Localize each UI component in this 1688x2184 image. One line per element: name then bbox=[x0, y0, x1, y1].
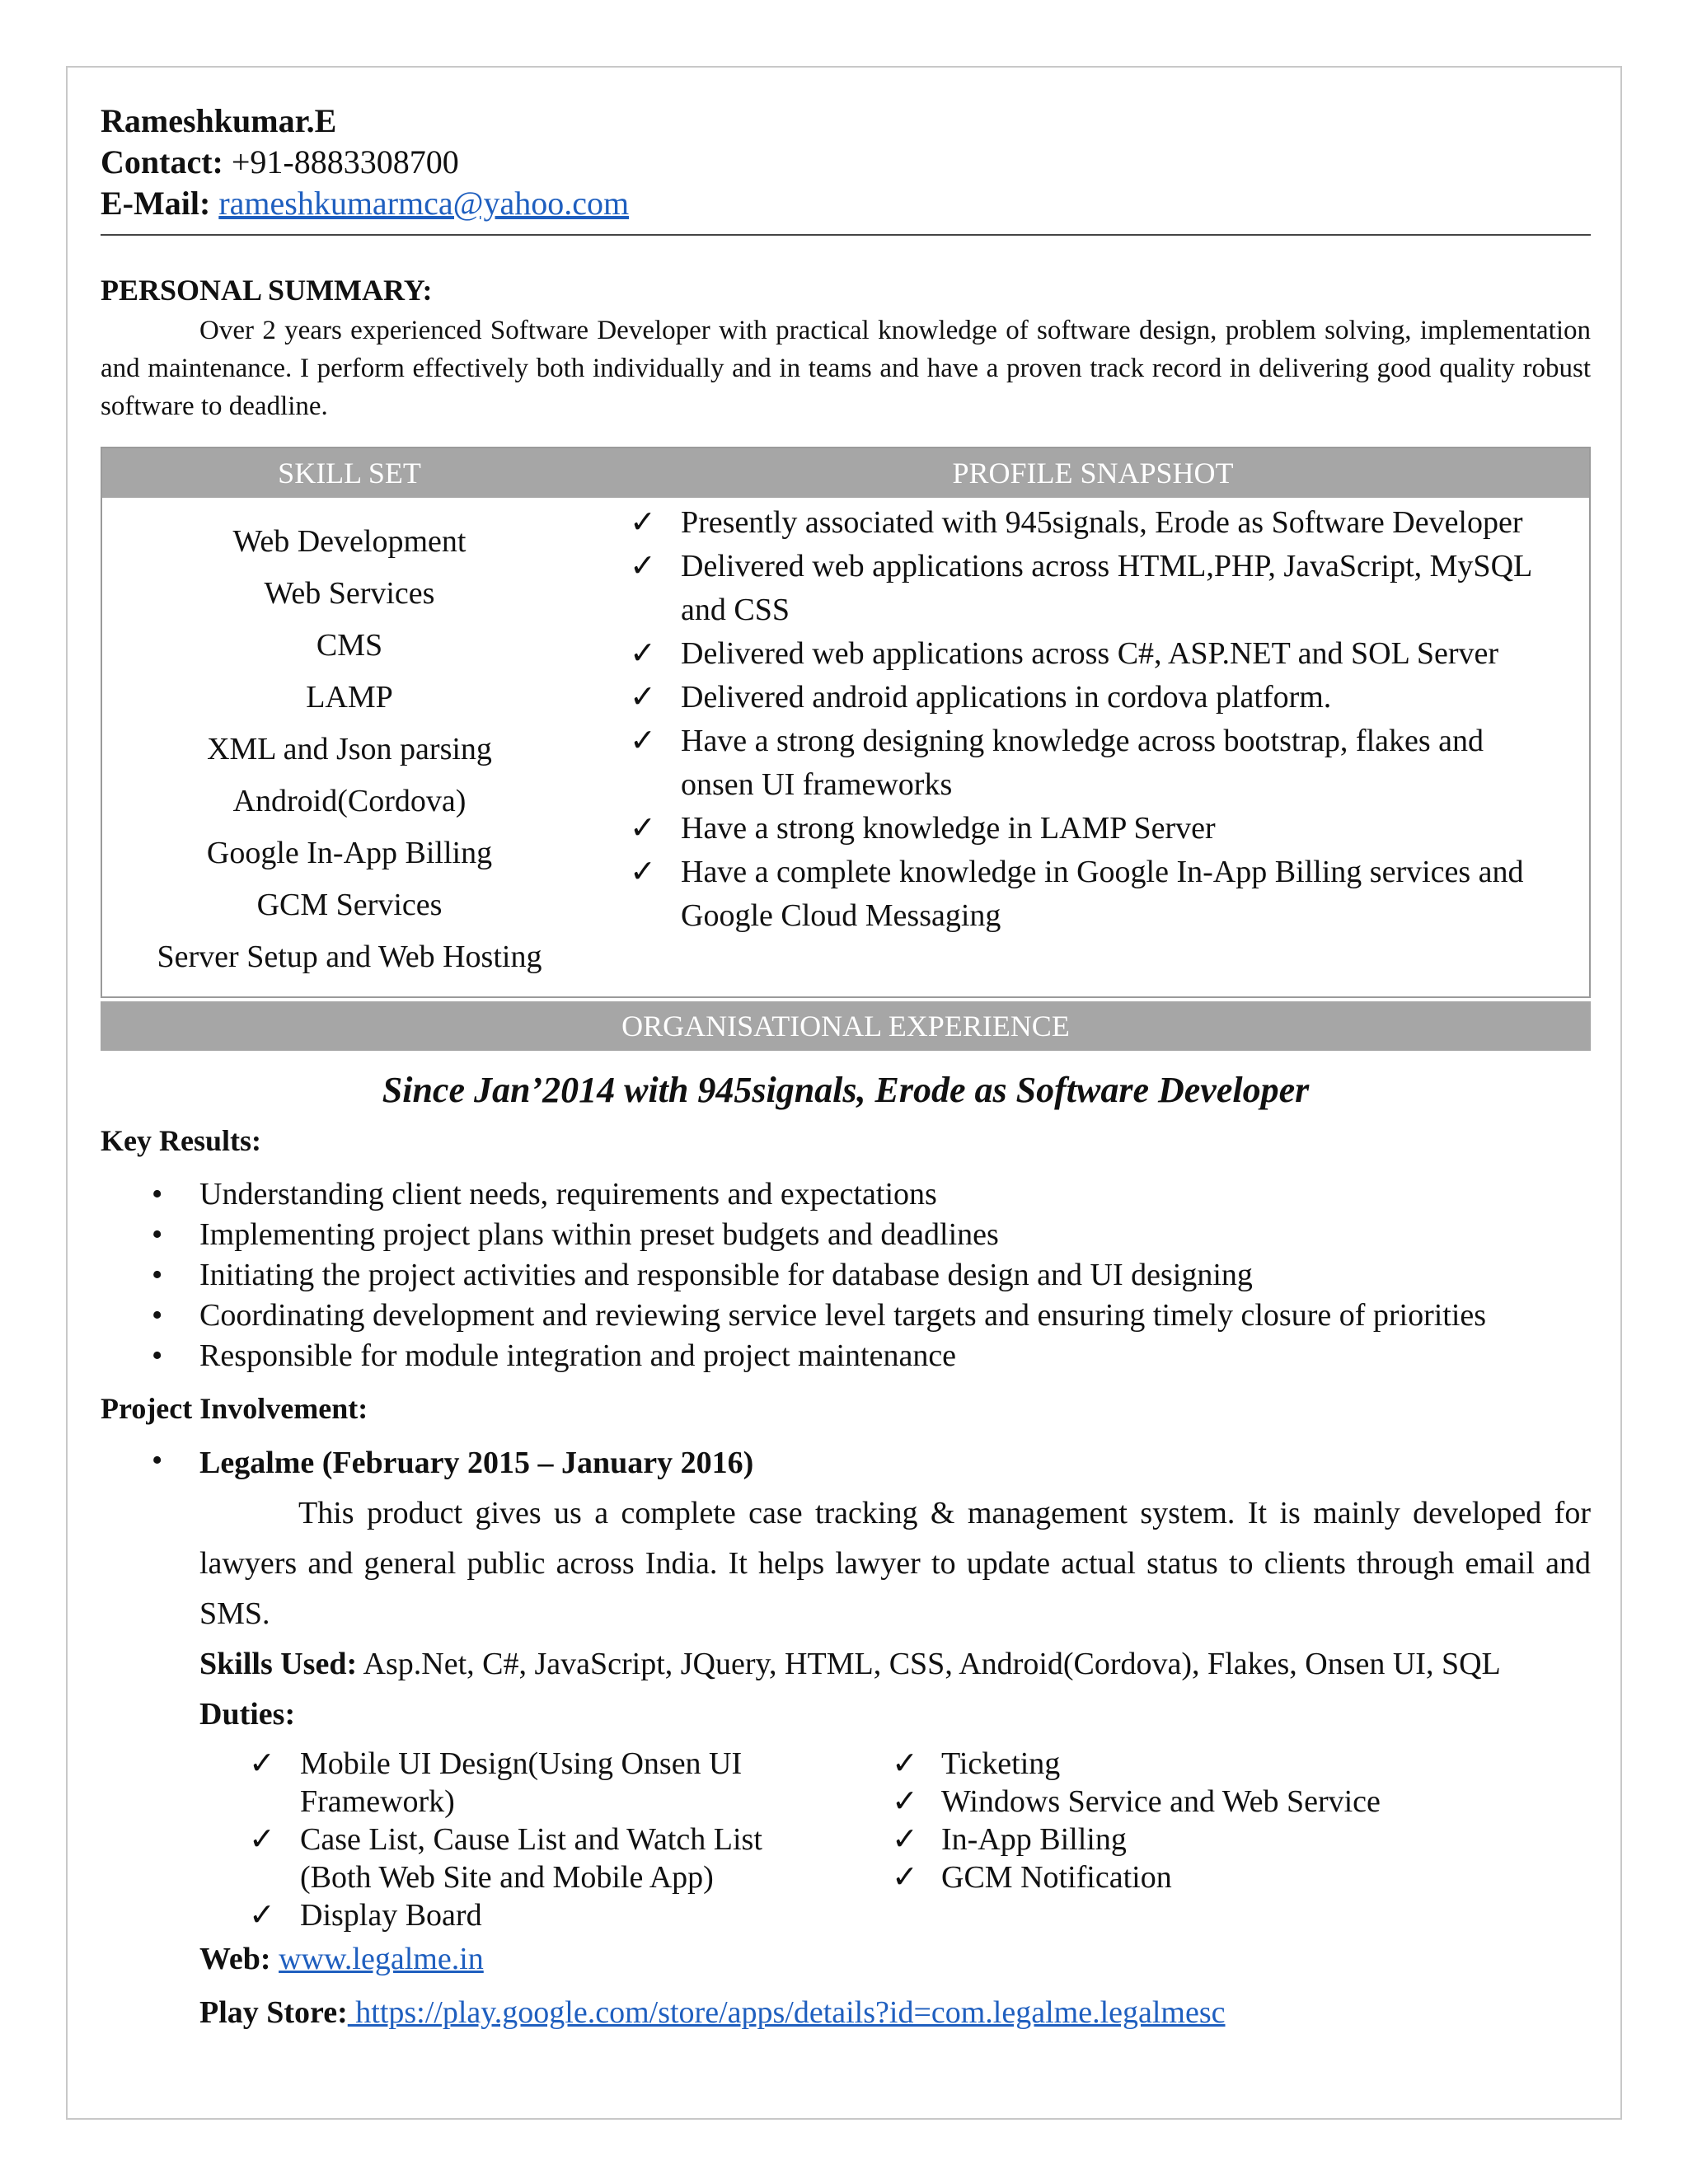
summary-text: Over 2 years experienced Software Developer with practical knowledge of software design, problem solving, implementation and maintenance. I perform effectively both individually and in teams and have a proven track record in delivering good quality robust software to deadline. bbox=[101, 316, 1591, 421]
skill-item: CMS bbox=[316, 628, 383, 663]
skill-item: Android(Cordova) bbox=[232, 784, 467, 818]
skill-item: GCM Services bbox=[256, 888, 443, 922]
checkmark-icon: ✓ bbox=[630, 724, 656, 758]
list-item: • Understanding client needs, requirements and expectations bbox=[101, 1174, 1591, 1215]
profile-list bbox=[597, 501, 1589, 983]
email-line bbox=[101, 183, 1591, 224]
candidate-name: Rameshkumar.E bbox=[101, 102, 337, 139]
bullet-icon: • bbox=[152, 1443, 163, 1478]
duty-item: ✓ Ticketing bbox=[892, 1746, 1061, 1781]
profile-item: ✓ Delivered web applications across C#, ASP.NET and SOL Server bbox=[630, 632, 1564, 676]
profile-item: ✓ Have a complete knowledge in Google In-App Billing services and Google Cloud Messaging bbox=[630, 851, 1564, 938]
play-store-line bbox=[199, 1988, 1591, 2038]
skills-used-line bbox=[199, 1639, 1591, 1690]
list-item: • Responsible for module integration and project maintenance bbox=[101, 1336, 1591, 1376]
bullet-icon: • bbox=[152, 1298, 163, 1333]
duties-right-column bbox=[892, 1745, 1591, 1934]
resume-page bbox=[66, 66, 1622, 2120]
project-involvement-title: Project Involvement: bbox=[101, 1392, 368, 1425]
skill-item: Google In-App Billing bbox=[206, 836, 493, 870]
contact-label: Contact: bbox=[101, 143, 223, 180]
skill-item: Web Services bbox=[264, 576, 435, 611]
skills-profile-table bbox=[101, 447, 1591, 998]
profile-snapshot-header: PROFILE SNAPSHOT bbox=[952, 457, 1234, 490]
checkmark-icon: ✓ bbox=[892, 1860, 918, 1895]
bullet-icon: • bbox=[152, 1258, 163, 1292]
duty-item: ✓ Windows Service and Web Service bbox=[892, 1784, 1381, 1819]
skill-item: Server Setup and Web Hosting bbox=[157, 940, 542, 974]
list-item: • Implementing project plans within preset budgets and deadlines bbox=[101, 1215, 1591, 1255]
checkmark-icon: ✓ bbox=[630, 636, 656, 671]
checkmark-icon: ✓ bbox=[249, 1898, 275, 1933]
duty-item: ✓ Case List, Cause List and Watch List (Both Web Site and Mobile App) bbox=[101, 1821, 892, 1896]
profile-item: ✓ Delivered android applications in cordova platform. bbox=[630, 676, 1564, 719]
profile-item: ✓ Delivered web applications across HTML,PHP, JavaScript, MySQL and CSS bbox=[630, 545, 1564, 632]
skill-item: Web Development bbox=[232, 524, 467, 559]
bullet-icon: • bbox=[152, 1217, 163, 1252]
key-results-title: Key Results: bbox=[101, 1124, 261, 1157]
contact-line bbox=[101, 142, 1591, 183]
duties-left-column bbox=[101, 1745, 892, 1934]
bullet-icon: • bbox=[152, 1338, 163, 1373]
skill-set-header: SKILL SET bbox=[278, 457, 421, 490]
play-store-label: Play Store: bbox=[199, 1995, 348, 2030]
profile-item: ✓ Have a strong knowledge in LAMP Server bbox=[630, 807, 1564, 851]
list-item: • Coordinating development and reviewing service level targets and ensuring timely closure of priorities bbox=[101, 1296, 1591, 1336]
skills-used-label: Skills Used: bbox=[199, 1647, 358, 1681]
project-name: Legalme (February 2015 – January 2016) bbox=[199, 1446, 754, 1480]
web-line bbox=[199, 1934, 1591, 1985]
checkmark-icon: ✓ bbox=[249, 1822, 275, 1857]
skills-used-value: Asp.Net, C#, JavaScript, JQuery, HTML, CSS, Android(Cordova), Flakes, Onsen UI, SQL bbox=[363, 1647, 1501, 1681]
duty-item: ✓ GCM Notification bbox=[892, 1860, 1172, 1895]
checkmark-icon: ✓ bbox=[630, 855, 656, 889]
checkmark-icon: ✓ bbox=[249, 1746, 275, 1781]
skill-item: XML and Json parsing bbox=[207, 732, 492, 766]
list-item: • Initiating the project activities and responsible for database design and UI designing bbox=[101, 1255, 1591, 1296]
contact-value: +91-8883308700 bbox=[231, 143, 459, 180]
key-results-list bbox=[101, 1174, 1591, 1376]
duties-label: Duties: bbox=[199, 1697, 296, 1732]
profile-item: ✓ Presently associated with 945signals, Erode as Software Developer bbox=[630, 501, 1564, 545]
project-item bbox=[101, 1441, 1591, 1485]
duty-item: ✓ Mobile UI Design(Using Onsen UI Framework) bbox=[101, 1745, 892, 1821]
project-description: This product gives us a complete case tracking & management system. It is mainly developed for lawyers and general public across India. It helps lawyer to update actual status to clients through email and SMS. bbox=[199, 1496, 1591, 1631]
summary-title: PERSONAL SUMMARY: bbox=[101, 274, 433, 307]
duty-item: ✓ Display Board bbox=[101, 1896, 892, 1934]
project-links bbox=[199, 1934, 1591, 2038]
checkmark-icon: ✓ bbox=[630, 680, 656, 715]
web-link[interactable]: www.legalme.in bbox=[279, 1942, 484, 1976]
bullet-icon: • bbox=[152, 1177, 163, 1212]
checkmark-icon: ✓ bbox=[892, 1746, 918, 1781]
profile-item: ✓ Have a strong designing knowledge across bootstrap, flakes and onsen UI frameworks bbox=[630, 719, 1564, 807]
web-label: Web: bbox=[199, 1942, 271, 1976]
checkmark-icon: ✓ bbox=[892, 1822, 918, 1857]
checkmark-icon: ✓ bbox=[630, 505, 656, 540]
skill-list bbox=[102, 501, 597, 983]
play-store-link[interactable]: https://play.google.com/store/apps/details?id=com.legalme.legalmesc bbox=[347, 1995, 1226, 2030]
resume-content bbox=[101, 101, 1591, 2038]
table-header bbox=[102, 448, 1589, 498]
email-link[interactable]: rameshkumarmca@yahoo.com bbox=[218, 185, 630, 222]
checkmark-icon: ✓ bbox=[630, 811, 656, 846]
header-divider bbox=[101, 234, 1591, 236]
table-body bbox=[102, 498, 1589, 996]
project-details bbox=[199, 1488, 1591, 1740]
email-label: E-Mail: bbox=[101, 185, 211, 222]
duty-item: ✓ In-App Billing bbox=[892, 1822, 1127, 1857]
skill-item: LAMP bbox=[306, 680, 393, 715]
checkmark-icon: ✓ bbox=[892, 1784, 918, 1819]
experience-title: Since Jan’2014 with 945signals, Erode as Software Developer bbox=[382, 1070, 1310, 1110]
experience-header: ORGANISATIONAL EXPERIENCE bbox=[101, 1001, 1591, 1051]
checkmark-icon: ✓ bbox=[630, 549, 656, 583]
duties-list bbox=[101, 1745, 1591, 1934]
